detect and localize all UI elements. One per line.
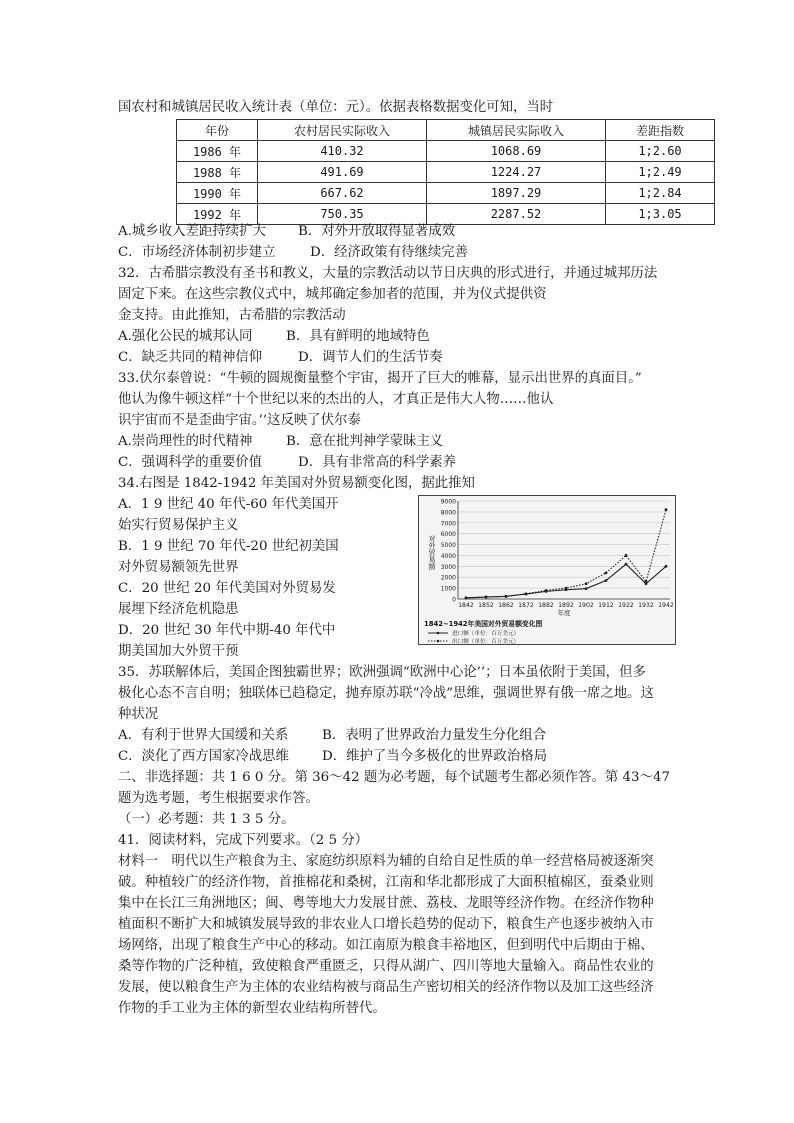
y-axis-label: 对外贸易额 bbox=[428, 535, 436, 570]
section2-line3: （一）必考题：共 1 3 5 分。 bbox=[118, 812, 295, 827]
q41-material-line7: 发展，使以粮食生产为主体的农业结构被与商品生产密切相关的经济作物以及加工这些经济 bbox=[118, 980, 654, 995]
x-tick-label: 1842 bbox=[458, 602, 474, 609]
x-tick-label: 1902 bbox=[578, 602, 594, 609]
data-point bbox=[625, 563, 628, 566]
x-tick-label: 1912 bbox=[598, 602, 614, 609]
q35-stem-line3: 种状况 bbox=[118, 707, 159, 722]
data-point bbox=[605, 571, 608, 574]
data-point bbox=[605, 579, 608, 582]
table-cell: 750.35 bbox=[258, 204, 427, 225]
q32-stem-line2: 固定下来。在这些宗教仪式中，城邦确定参加者的范围，并为仪式提供资 bbox=[118, 287, 547, 302]
q35-option-d: D．维护了当今多极化的世界政治格局 bbox=[322, 749, 547, 764]
data-point bbox=[565, 587, 568, 590]
table-header: 差距指数 bbox=[606, 120, 715, 141]
q33-stem-line3: 识宇宙而不是歪曲宇宙。’’这反映了伏尔泰 bbox=[118, 413, 361, 428]
income-table bbox=[176, 119, 715, 225]
y-tick-label: 9000 bbox=[440, 498, 456, 506]
x-tick-label: 1922 bbox=[618, 602, 634, 609]
trade-chart-svg bbox=[418, 495, 676, 645]
section2-line2: 题为选考题，考生根据要求作答。 bbox=[118, 791, 319, 806]
q34-stem: 34.右图是 1842-1942 年美国对外贸易额变化图，据此推知 bbox=[118, 476, 475, 491]
table-cell: 1224.27 bbox=[427, 162, 606, 183]
q35-option-a: A．有利于世界大国缓和关系 bbox=[118, 728, 289, 743]
q32-stem-line1: 32．古希腊宗教没有圣书和教义，大量的宗教活动以节日庆典的形式进行，并通过城邦历法 bbox=[118, 266, 658, 281]
x-tick-label: 1882 bbox=[538, 602, 554, 609]
x-tick-label: 1942 bbox=[658, 602, 674, 609]
y-tick-label: 2000 bbox=[440, 574, 456, 582]
section2-line1: 二、非选择题：共 1 6 0 分。第 36～42 题为必考题，每个试题考生都必须作答。第 43～47 bbox=[118, 770, 671, 785]
legend-marker bbox=[437, 640, 440, 643]
q34-option-d-line2: 期美国加大外贸干预 bbox=[118, 644, 239, 659]
legend-label: 出口额（单位：百万美元） bbox=[452, 639, 520, 645]
table-cell: 1;2.60 bbox=[606, 141, 715, 162]
y-tick-label: 0 bbox=[452, 596, 456, 604]
q31-option-c: C．市场经济体制初步建立 bbox=[118, 245, 276, 260]
q32-option-a: A.强化公民的城邦认同 bbox=[118, 329, 253, 344]
y-tick-label: 7000 bbox=[440, 520, 456, 528]
table-header: 年份 bbox=[177, 120, 258, 141]
table-cell: 1;2.84 bbox=[606, 183, 715, 204]
q33-option-b: B．意在批判神学蒙昧主义 bbox=[286, 434, 444, 449]
table-cell: 1990 年 bbox=[177, 183, 258, 204]
data-point bbox=[665, 508, 668, 511]
q33-stem-line1: 33.伏尔泰曾说：“牛顿的圆规衡量整个宇宙，揭开了巨大的帷幕，显示出世界的真面目。” bbox=[118, 371, 642, 386]
x-tick-label: 1852 bbox=[478, 602, 494, 609]
q41-material-line5: 场网络，出现了粮食生产中心的移动。如江南原为粮食丰裕地区，但到明代中后期由于棉、 bbox=[118, 938, 654, 953]
data-point bbox=[665, 565, 668, 568]
table-row bbox=[177, 183, 715, 204]
q32-option-d: D．调节人们的生活节奏 bbox=[298, 350, 443, 365]
legend-label: 进口额（单位：百万美元） bbox=[452, 631, 520, 637]
y-tick-label: 3000 bbox=[440, 563, 456, 571]
q35-option-c: C．淡化了西方国家冷战思维 bbox=[118, 749, 289, 764]
table-cell: 1992 年 bbox=[177, 204, 258, 225]
data-point bbox=[585, 582, 588, 585]
q32-stem-line3: 金支持。由此推知，古希腊的宗教活动 bbox=[118, 308, 346, 323]
data-point bbox=[625, 554, 628, 557]
table-cell: 1897.29 bbox=[427, 183, 606, 204]
table-row bbox=[177, 141, 715, 162]
q34-option-a-line1: A．1 9 世纪 40 年代-60 年代美国开 bbox=[118, 497, 339, 512]
x-tick-label: 1862 bbox=[498, 602, 514, 609]
q33-option-c: C．强调科学的重要价值 bbox=[118, 455, 263, 470]
q41-material-line8: 作物的手工业为主体的新型农业结构所替代。 bbox=[118, 1001, 386, 1016]
q41-material-line2: 破。种植较广的经济作物，首推棉花和桑树，江南和华北都形成了大面积植棉区，蚕桑业则 bbox=[118, 875, 654, 890]
table-cell: 1;2.49 bbox=[606, 162, 715, 183]
chart-title: 1842~1942年美国对外贸易额变化图 bbox=[424, 620, 543, 628]
data-point bbox=[465, 596, 468, 599]
y-tick-label: 5000 bbox=[440, 542, 456, 550]
table-header-row bbox=[177, 120, 715, 141]
q41-material-line3: 集中在长江三角洲地区；闽、粤等地大力发展甘蔗、荔枝、龙眼等经济作物。在经济作物种 bbox=[118, 896, 654, 911]
q41-material-line6: 桑等作物的广泛种植，致使粮食严重匮乏，只得从湖广、四川等地大量输入。商品性农业的 bbox=[118, 959, 654, 974]
y-tick-label: 1000 bbox=[440, 585, 456, 593]
x-tick-label: 1872 bbox=[518, 602, 534, 609]
y-tick-label: 4000 bbox=[440, 552, 456, 560]
q31-option-d: D．经济政策有待继续完善 bbox=[310, 245, 469, 260]
q34-option-a-line2: 始实行贸易保护主义 bbox=[118, 518, 239, 533]
q33-stem-line2: 他认为像牛顿这样“十个世纪以来的杰出的人，才真正是伟大人物……他认 bbox=[118, 392, 554, 407]
q41-material-line1: 材料一 明代以生产粮食为主、家庭纺织原料为辅的自给自足性质的单一经营格局被逐渐突 bbox=[118, 854, 654, 869]
table-cell: 1986 年 bbox=[177, 141, 258, 162]
trade-chart bbox=[418, 495, 676, 645]
q31-option-b: B．对外开放取得显著成效 bbox=[298, 224, 456, 239]
q33-option-a: A.崇尚理性的时代精神 bbox=[118, 434, 253, 449]
table-header: 农村居民实际收入 bbox=[258, 120, 427, 141]
q35-stem-line1: 35．苏联解体后，美国企图独霸世界；欧洲强调“欧洲中心论’’；日本虽依附于美国，但多 bbox=[118, 665, 646, 680]
table-cell: 1988 年 bbox=[177, 162, 258, 183]
q32-option-b: B．具有鲜明的地域特色 bbox=[286, 329, 430, 344]
q34-option-d-line1: D．20 世纪 30 年代中期-40 年代中 bbox=[118, 623, 336, 638]
q34-option-b-line1: B．1 9 世纪 70 年代-20 世纪初美国 bbox=[118, 539, 339, 554]
data-point bbox=[505, 595, 508, 598]
data-point bbox=[525, 592, 528, 595]
legend-marker bbox=[437, 632, 440, 635]
x-tick-label: 1932 bbox=[638, 602, 654, 609]
table-cell: 491.69 bbox=[258, 162, 427, 183]
q41-material-line4: 植面积不断扩大和城镇发展导致的非农业人口增长趋势的促动下，粮食生产也逐步被纳入市 bbox=[118, 917, 654, 932]
x-tick-label: 1892 bbox=[558, 602, 574, 609]
q31-option-a: A.城乡收入差距持续扩大 bbox=[118, 224, 266, 239]
data-point bbox=[585, 587, 588, 590]
y-tick-label: 6000 bbox=[440, 531, 456, 539]
table-cell: 1;3.05 bbox=[606, 204, 715, 225]
table-cell: 410.32 bbox=[258, 141, 427, 162]
q35-stem-line2: 极化心态不言自明；独联体已趋稳定，抛弃原苏联“冷战”思维，强调世界有俄一席之地。这 bbox=[118, 686, 654, 701]
data-point bbox=[645, 580, 648, 583]
q33-option-d: D．具有非常高的科学素养 bbox=[298, 455, 457, 470]
q41-title: 41．阅读材料，完成下列要求。（2 5 分） bbox=[118, 833, 369, 848]
intro-line: 国农村和城镇居民收入统计表（单位：元）。依据表格数据变化可知，当时 bbox=[118, 100, 554, 115]
table-header: 城镇居民实际收入 bbox=[427, 120, 606, 141]
y-tick-label: 8000 bbox=[440, 509, 456, 517]
table-cell: 2287.52 bbox=[427, 204, 606, 225]
q34-option-c-line2: 展埋下经济危机隐患 bbox=[118, 602, 239, 617]
data-point bbox=[545, 589, 548, 592]
table-cell: 667.62 bbox=[258, 183, 427, 204]
q35-option-b: B．表明了世界政治力量发生分化组合 bbox=[322, 728, 547, 743]
table-cell: 1068.69 bbox=[427, 141, 606, 162]
data-point bbox=[485, 596, 488, 599]
q34-option-b-line2: 对外贸易额领先世界 bbox=[118, 560, 239, 575]
q34-option-c-line1: C．20 世纪 20 年代美国对外贸易发 bbox=[118, 581, 336, 596]
table-row bbox=[177, 162, 715, 183]
q32-option-c: C．缺乏共同的精神信仰 bbox=[118, 350, 263, 365]
x-axis-label: 年度 bbox=[557, 609, 571, 617]
